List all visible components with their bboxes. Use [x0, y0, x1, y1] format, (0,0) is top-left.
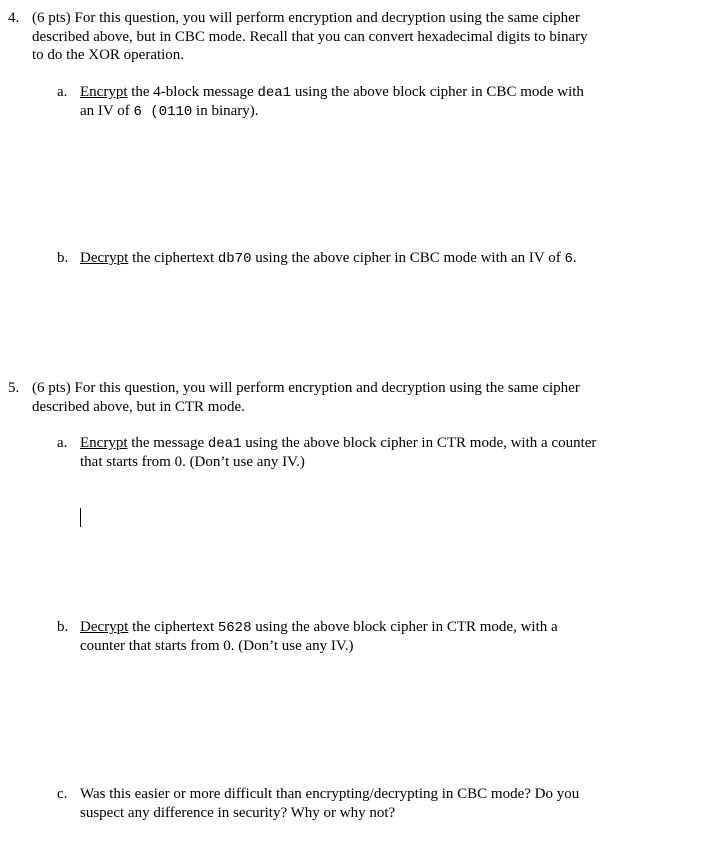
question-4a-text-rest: using the above block cipher in CBC mode with [291, 84, 584, 100]
question-5b-label: b. [57, 619, 69, 635]
question-4b-text-end: . [572, 250, 577, 266]
question-4a-line-2 [80, 102, 259, 122]
question-5a-line-1 [80, 434, 596, 454]
question-5-text-line-1: (6 pts) For this question, you will perform encryption and decryption using the same cipher [32, 380, 580, 396]
question-5b-line-1 [80, 618, 558, 638]
question-4a-line-1 [80, 83, 584, 103]
question-5b-line-2: counter that starts from 0. (Don’t use any IV.) [80, 638, 354, 654]
text-cursor[interactable] [80, 508, 81, 527]
question-4-text-line-2: described above, but in CBC mode. Recall that you can convert hexadecimal digits to binary [32, 29, 588, 45]
question-4b-iv-code: 6 [564, 251, 573, 267]
question-4b-text-mid: using the above cipher in CBC mode with an IV of [251, 250, 565, 266]
question-5a-text-rest: using the above block cipher in CTR mode, with a counter [241, 435, 597, 451]
question-4a-label: a. [57, 84, 68, 100]
question-4b-line-1 [80, 249, 577, 269]
question-5a-message-code: dea1 [207, 436, 242, 452]
question-5b-ciphertext-code: 5628 [217, 620, 252, 636]
question-5-number: 5. [8, 380, 20, 396]
question-5c-line-2: suspect any difference in security? Why or why not? [80, 805, 396, 821]
question-4a-message-code: dea1 [257, 85, 292, 101]
question-4-text-line-1: (6 pts) For this question, you will perform encryption and decryption using the same cipher [32, 10, 580, 26]
question-5a-text: the message [127, 435, 208, 451]
question-5a-verb: Encrypt [80, 435, 128, 451]
question-4a-iv-text-rest: in binary). [192, 103, 259, 119]
question-5c-label: c. [57, 786, 68, 802]
question-4b-ciphertext-code: db70 [217, 251, 252, 267]
question-4a-iv-code: 6 (0110 [133, 104, 193, 120]
question-4b-text: the ciphertext [128, 250, 218, 266]
question-4-text-line-3: to do the XOR operation. [32, 47, 185, 63]
question-5a-line-2: that starts from 0. (Don’t use any IV.) [80, 454, 305, 470]
question-5b-verb: Decrypt [80, 619, 129, 635]
question-5b-text-rest: using the above block cipher in CTR mode, with a [251, 619, 558, 635]
question-5b-text: the ciphertext [128, 619, 218, 635]
question-4b-verb: Decrypt [80, 250, 129, 266]
question-5a-label: a. [57, 435, 68, 451]
question-4a-iv-text: an IV of [80, 103, 134, 119]
question-5c-line-1: Was this easier or more difficult than encrypting/decrypting in CBC mode? Do you [80, 786, 580, 802]
question-4a-text: the 4-block message [127, 84, 258, 100]
question-4b-label: b. [57, 250, 69, 266]
question-4a-verb: Encrypt [80, 84, 128, 100]
question-5-text-line-2: described above, but in CTR mode. [32, 399, 245, 415]
question-4-number: 4. [8, 10, 20, 26]
